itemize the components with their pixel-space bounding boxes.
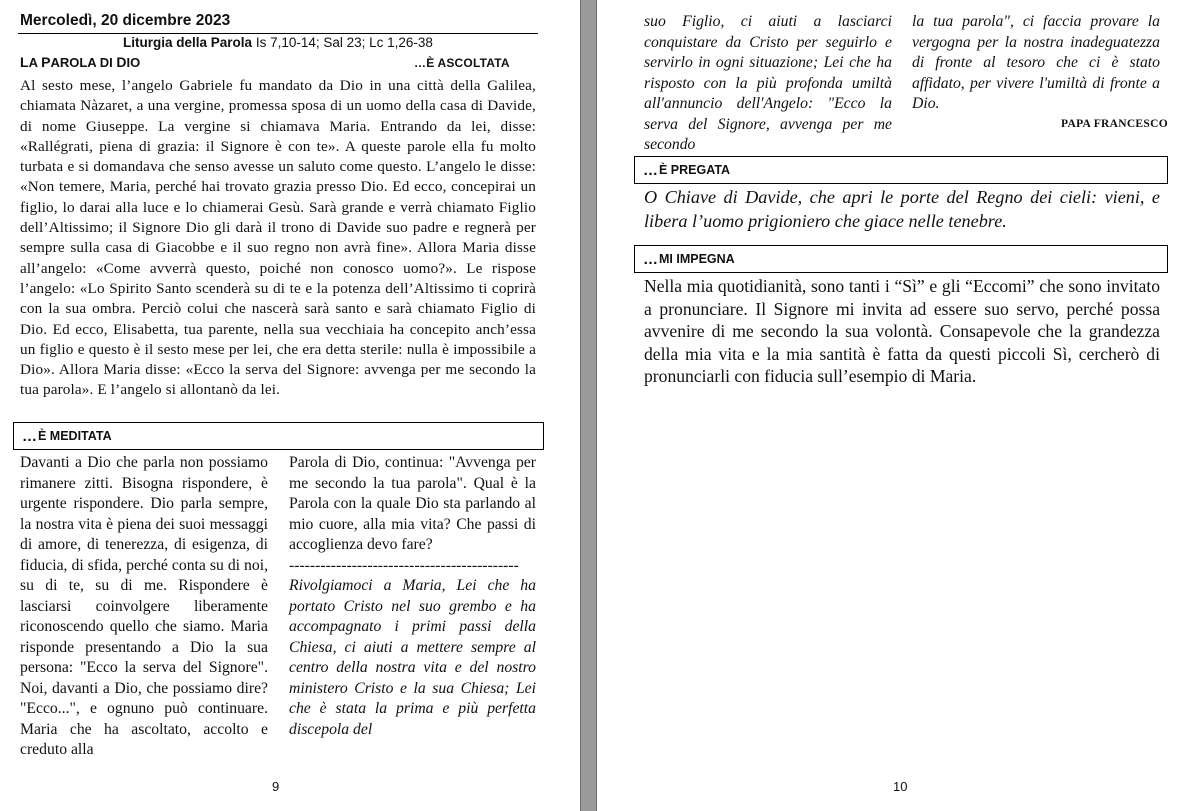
- liturgy-line: [18, 35, 538, 50]
- section-dots: …: [643, 250, 658, 268]
- date-heading: Mercoledì, 20 dicembre 2023: [20, 12, 231, 29]
- heading-rule: [18, 33, 538, 34]
- word-title-part: P: [41, 54, 51, 70]
- continuation-column-2: la tua parola", ci faccia provare la vergogna per la nostra inadeguatezza di fronte al tesoro che ci è stato affidato, per vivere l'umiltà di fronte a Dio.: [912, 13, 1160, 112]
- section-dots: …: [22, 427, 37, 445]
- right-page: [597, 0, 1183, 811]
- prayer-to-mary-text: Rivolgiamoci a Maria, Lei che ha portato Cristo nel suo grembo e ha accompagnato i primi passi della Chiesa, ci aiuti a mettere sempre al centro della nostra vita e del nostro ministero Cristo e la sua Chiesa; Lei che è stata la prima e più perfetta discepola del: [289, 577, 536, 738]
- section-dots: …: [643, 161, 658, 179]
- page-gutter: [580, 0, 597, 811]
- left-page: [0, 0, 580, 811]
- commitment-section-header: [634, 245, 1168, 273]
- section-label: MI IMPEGNA: [659, 252, 735, 266]
- gospel-text: Al sesto mese, l’angelo Gabriele fu mandato da Dio in una città della Galilea, chiamata Nàzaret, a una vergine, promessa sposa di un uomo della casa di Davide, di nome Giuseppe. La vergine si chiamava Maria. Entrando da lei, disse: «Rallégrati, piena di grazia: il Signore è con te». A queste parole ella fu molto turbata e si domandava che senso avesse un saluto come questo. L’angelo le disse: «Non temere, Maria, perché hai trovato grazia presso Dio. Ed ecco, concepirai un figlio, lo darai alla luce e lo chiamerai Gesù. Sarà grande e verrà chiamato Figlio dell’Altissimo; il Signore Dio gli darà il trono di Davide suo padre e regnerà per sempre sulla casa di Giacobbe e il suo regno non avrà fine». Allora Maria disse all’angelo: «Come avverrà questo, poiché non conosco uomo?». Le rispose l’angelo: «Lo Spirito Santo scenderà su di te e la potenza dell’Altissimo ti coprirà con la sua ombra. Perciò colui che nascerà sarà santo e sarà chiamato Figlio di Dio. Ed ecco, Elisabetta, tua parente, nella sua vecchiaia ha concepito anch’essa un figlio e questo è il sesto mese per lei, che era detta sterile: nulla è impossibile a Dio». Allora Maria disse: «Ecco la serva del Signore: avvenga per me secondo la tua parola». E l’angelo si allontanò da lei.: [20, 77, 536, 399]
- page-number: 10: [893, 779, 908, 794]
- meditated-section-header: [13, 422, 544, 450]
- liturgy-label: Liturgia della Parola: [123, 35, 253, 50]
- section-label: È PREGATA: [659, 163, 731, 177]
- word-title-part: IO: [126, 55, 141, 70]
- word-of-god-title: [20, 54, 140, 70]
- meditation-column-1: Davanti a Dio che parla non possiamo rimanere zitti. Bisogna rispondere, è urgente rispondere. Dio parla sempre, la nostra vita è piena dei suoi messaggi di amore, di tenerezza, di esigenza, di fiducia, di sfida, perché conta su di noi, su di te, su di me. Rispondere è lasciarsi coinvolgere liberamente riconoscendo quello che siamo. Maria risponde presentando a Dio la sua persona: "Ecco la serva del Signore". Noi, davanti a Dio, che possiamo dire? "Ecco...", e ognuno può continuare. Maria che ha ascoltato, accolto e creduto alla: [20, 454, 268, 758]
- section-label: È MEDITATA: [38, 429, 112, 443]
- commitment-text: Nella mia quotidianità, sono tanti i “Sì” e gli “Eccomi” che sono invitato a pronunciare. Il Signore mi invita ad essere suo servo, perché possa avvenire di me secondo la sua volontà. Consapevole che la grandezza della mia vita e la mia santità è fatta da questi piccoli Sì, cercherò di pronunciarli con fiducia sull’esempio di Maria.: [644, 276, 1160, 386]
- listened-label: …È ASCOLTATA: [414, 56, 510, 70]
- liturgy-refs: Is 7,10-14; Sal 23; Lc 1,26-38: [252, 35, 433, 50]
- page-number: 9: [272, 779, 280, 794]
- prayer-text: O Chiave di Davide, che apri le porte del Regno dei cieli: vieni, e libera l’uomo prigioniero che giace nelle tenebre.: [644, 187, 1160, 231]
- separator-line: --------------------------------------------: [289, 556, 519, 574]
- continuation-column-1: suo Figlio, ci aiuti a lasciarci conquistare da Cristo per seguirlo e servirlo in ogni situazione; Lei che ha risposto con la più profonda umiltà all'annuncio dell'Angelo: "Ecco la serva del Signore, avvenga per me secondo: [644, 13, 892, 153]
- prayed-section-header: [634, 156, 1168, 184]
- word-title-part: A: [28, 55, 42, 70]
- meditation-text: Parola di Dio, continua: "Avvenga per me secondo la tua parola". Qual è la Parola con la quale Dio sta parlando al mio cuore, alla mia vita? Che passi di accoglienza devo fare?: [289, 454, 536, 553]
- word-title-part: D: [116, 54, 127, 70]
- word-title-part: AROLA DI: [50, 55, 117, 70]
- author-signature: PAPA FRANCESCO: [1061, 118, 1168, 130]
- meditation-column-2: [289, 453, 536, 740]
- word-title-part: L: [20, 54, 29, 70]
